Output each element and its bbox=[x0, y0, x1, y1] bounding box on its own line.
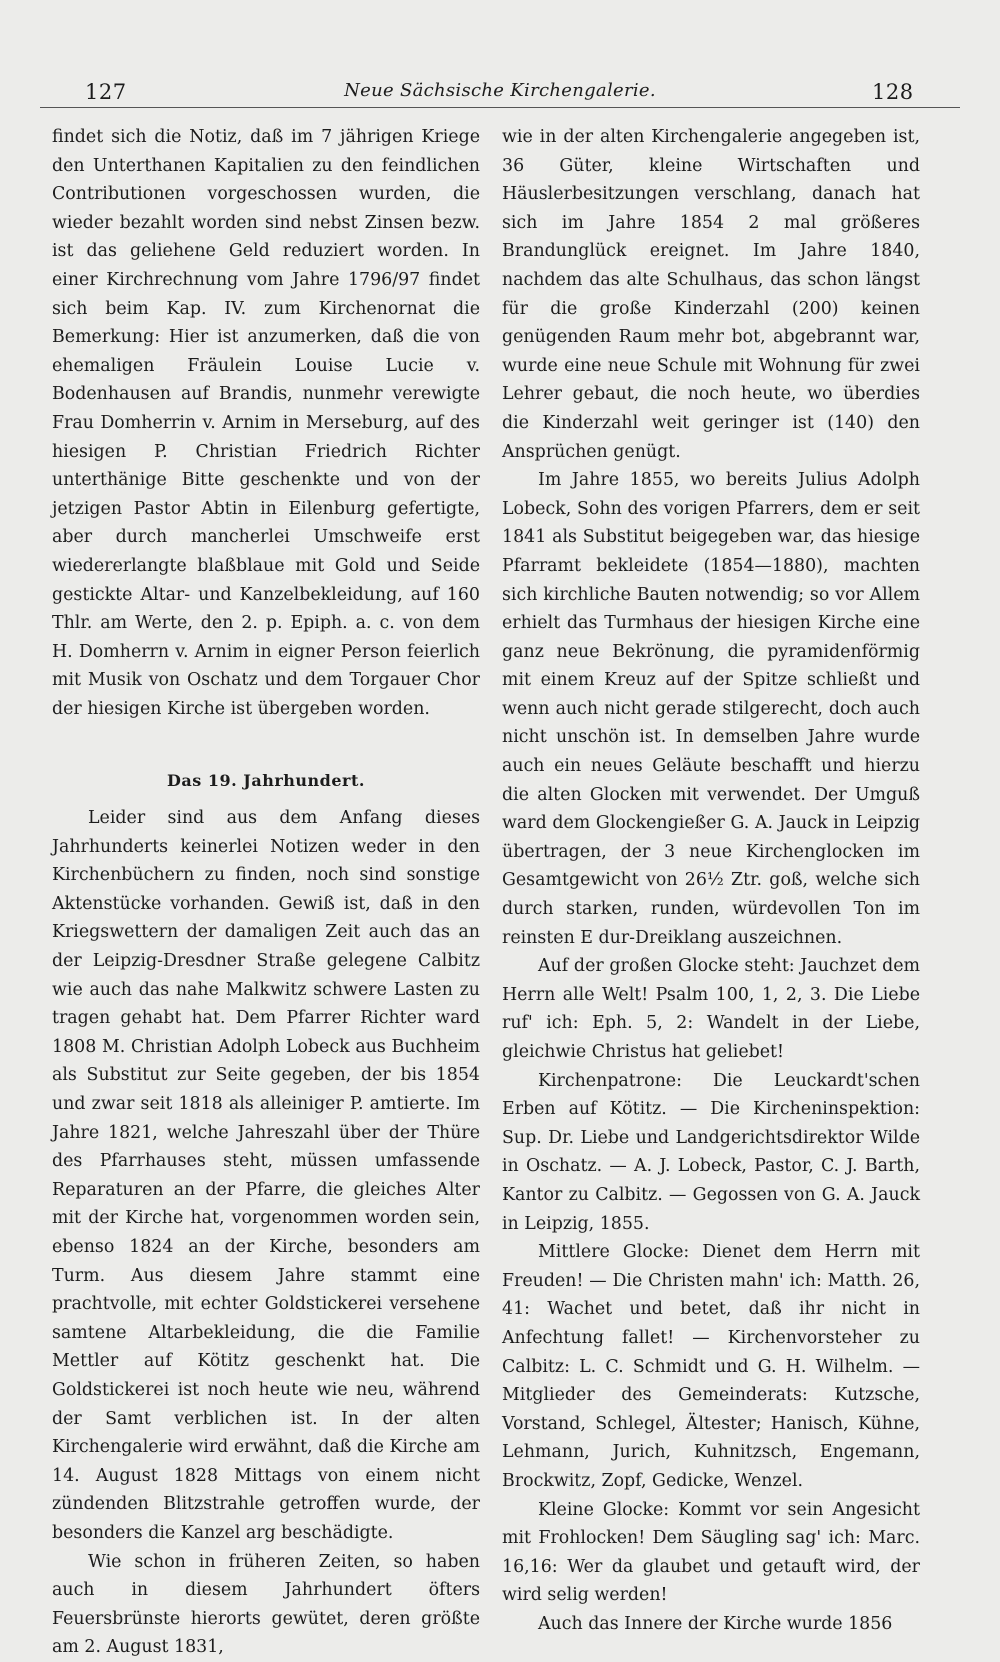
right-paragraph-3: Auf der großen Glocke steht: Jauchzet dem Herrn alle Welt! Psalm 100, 1, 2, 3. Die Liebe ruf' ich: Eph. 5, 2: Wandelt in der Liebe, gleichwie Christus hat geliebet! bbox=[502, 956, 920, 1062]
running-title: Neue Sächsische Kirchengalerie. bbox=[344, 80, 656, 101]
page-header bbox=[40, 70, 960, 110]
left-paragraph-1: findet sich die Notiz, daß im 7 jährigen Kriege den Unterthanen Kapitalien zu den feindlichen Contributionen vorgeschossen wurden, die wieder bezahlt worden sind nebst Zinsen bezw. ist das geliehene Geld reduziert worden. In einer Kirchrechnung vom Jahre 1796/97 findet sich beim Kap. IV. zum Kirchenornat die Bemerkung: Hier ist anzumerken, daß die von ehemaligen Fräulein Louise Lucie v. Bodenhausen auf Brandis, nunmehr verewigte Frau Domherrin v. Arnim in Merseburg, auf des hiesigen P. Christian Friedrich Richter unterthänige Bitte geschenkte und von der jetzigen Pastor Abtin in Eilenburg gefertigte, aber durch mancherlei Umschweife erst wiedererlangte blaßblaue mit Gold und Seide gestickte Altar- und Kanzelbekleidung, auf 160 Thlr. am Werte, den 2. p. Epiph. a. c. von dem H. Domherrn v. Arnim in eigner Person feierlich mit Musik von Oschatz und dem Torgauer Chor der hiesigen Kirche ist übergeben worden. bbox=[52, 127, 480, 719]
right-paragraph-4: Kirchenpatrone: Die Leuckardt'schen Erben auf Kötitz. — Die Kircheninspektion: Sup. Dr. Liebe und Landgerichtsdirektor Wilde in Oschatz. — A. J. Lobeck, Pastor, C. J. Barth, Kantor zu Calbitz. — Gegossen von G. A. Jauck in Leipzig, 1855. bbox=[502, 1070, 920, 1234]
right-column bbox=[502, 123, 920, 1638]
left-paragraph-3: Wie schon in früheren Zeiten, so haben auch in diesem Jahrhundert öfters Feuersbrünste hierorts gewütet, deren größte am 2. August 1831, bbox=[52, 1551, 480, 1658]
header-rule bbox=[40, 107, 960, 108]
left-page-number: 127 bbox=[85, 80, 127, 104]
left-column bbox=[52, 123, 480, 1662]
right-page-number: 128 bbox=[872, 80, 914, 104]
right-paragraph-6: Kleine Glocke: Kommt vor sein Angesicht mit Frohlocken! Dem Säugling sag' ich: Marc. 16,16: Wer da glaubet und getauft wird, der wird selig werden! bbox=[502, 1499, 920, 1606]
section-heading: Das 19. Jahrhundert. bbox=[167, 771, 365, 791]
right-paragraph-5: Mittlere Glocke: Dienet dem Herrn mit Freuden! — Die Christen mahn' ich: Matth. 26, 41: Wachet und betet, daß ihr nicht in Anfechtung fallet! — Kirchenvorsteher zu Calbitz: L. C. Schmidt und G. H. Wilhelm. — Mitglieder des Gemeinderats: Kutzsche, Vorstand, Schlegel, Ältester; Hanisch, Kühne, Lehmann, Jurich, Kuhnitzsch, Engemann, Brockwitz, Zopf, Gedicke, Wenzel. bbox=[502, 1242, 920, 1491]
right-paragraph-2: Im Jahre 1855, wo bereits Julius Adolph Lobeck, Sohn des vorigen Pfarrers, dem er seit 1841 als Substitut beigegeben war, das hiesige Pfarramt bekleidete (1854—1880), machten sich kirchliche Bauten notwendig; so vor Allem erhielt das Turmhaus der hiesigen Kirche eine ganz neue Bekrönung, die pyramidenförmig mit einem Kreuz auf der Spitze schließt und wenn auch nicht gerade stilgerecht, doch auch nicht unschön ist. In demselben Jahre wurde auch ein neues Geläute beschafft und hierzu die alten Glocken mit verwendet. Der Umguß ward dem Glockengießer G. A. Jauck in Leipzig übertragen, der 3 neue Kirchenglocken im Gesamtgewicht von 26½ Ztr. goß, welche sich durch starken, runden, würdevollen Ton im reinsten E dur-Dreiklang auszeichnen. bbox=[502, 470, 920, 948]
left-paragraph-2: Leider sind aus dem Anfang dieses Jahrhunderts keinerlei Notizen weder in den Kirchenbüchern zu finden, noch sind sonstige Aktenstücke vorhanden. Gewiß ist, daß in den Kriegswettern der damaligen Zeit auch das an der Leipzig-Dresdner Straße gelegene Calbitz wie auch das nahe Malkwitz schwere Lasten zu tragen gehabt hat. Dem Pfarrer Richter ward 1808 M. Christian Adolph Lobeck aus Buchheim als Substitut zur Seite gegeben, der bis 1854 und zwar seit 1818 als alleiniger P. amtierte. Im Jahre 1821, welche Jahreszahl über der Thüre des Pfarrhauses steht, müssen umfassende Reparaturen an der Pfarre, die gleiches Alter mit der Kirche hat, vorgenommen worden sein, ebenso 1824 an der Kirche, besonders am Turm. Aus diesem Jahre stammt eine prachtvolle, mit echter Goldstickerei versehene samtene Altarbekleidung, die die Familie Mettler auf Kötitz geschenkt hat. Die Goldstickerei ist noch heute wie neu, während der Samt verblichen ist. In der alten Kirchengalerie wird erwähnt, daß die Kirche am 14. August 1828 Mittags von einem nicht zündenden Blitzstrahle getroffen wurde, der besonders die Kanzel arg beschädigte. bbox=[52, 808, 480, 1543]
right-paragraph-7: Auch das Innere der Kirche wurde 1856 bbox=[538, 1613, 893, 1634]
right-paragraph-1: wie in der alten Kirchengalerie angegeben ist, 36 Güter, kleine Wirtschaften und Häuslerbesitzungen verschlang, danach hat sich im Jahre 1854 2 mal größeres Brandunglück ereignet. Im Jahre 1840, nachdem das alte Schulhaus, das schon längst für die große Kinderzahl (200) keinen genügenden Raum mehr bot, abgebrannt war, wurde eine neue Schule mit Wohnung für zwei Lehrer gebaut, die noch heute, wo überdies die Kinderzahl weit geringer ist (140) den Ansprüchen genügt. bbox=[502, 127, 920, 462]
